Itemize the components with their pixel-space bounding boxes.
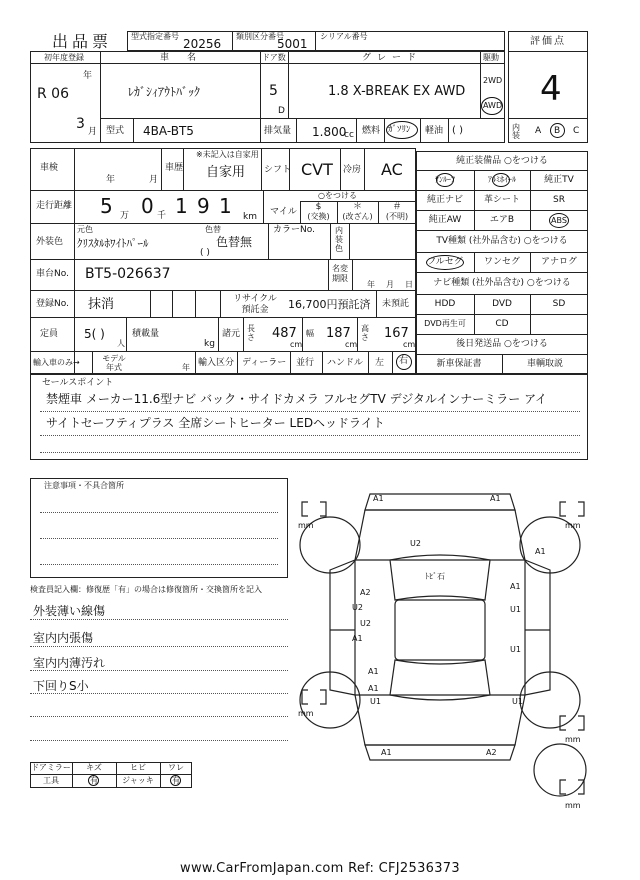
crack-header: ヒビ xyxy=(130,763,146,772)
mark-hood: U2 xyxy=(410,539,421,548)
orig-color-label: 元色 xyxy=(77,225,93,234)
grade-label: グレード xyxy=(362,53,423,63)
notes-box xyxy=(30,478,288,578)
mark-right-rear-u: U1 xyxy=(512,697,523,706)
car-name-label: 車名 xyxy=(160,53,215,63)
handle-label: ハンドル xyxy=(327,358,364,368)
load-label: 積載量 xyxy=(132,329,160,339)
navi-cd: CD xyxy=(495,319,509,329)
color-no-label: カラーNo. xyxy=(273,225,315,235)
inspector-item-1: 外装薄い線傷 xyxy=(33,604,106,618)
length-label: 長さ xyxy=(247,324,255,342)
score-label: 評価点 xyxy=(530,36,566,47)
tv-title: TV種類 (社外品含む) ○をつける xyxy=(436,236,568,246)
equip-tv: 純正TV xyxy=(544,175,574,185)
mileage-digit-5: 1 xyxy=(219,194,232,218)
drive-2wd: 2WD xyxy=(483,76,503,85)
fuel-label: 燃料 xyxy=(362,126,381,136)
later-title: 後日発送品 ○をつける xyxy=(456,339,548,349)
equip-leather: 革シート xyxy=(483,195,520,205)
recycle-label: リサイクル預託金 xyxy=(233,294,277,315)
usage-label: 車歴 xyxy=(165,163,184,173)
first-reg-era: R 06 xyxy=(37,86,69,102)
sales-line-1: 禁煙車 メーカー11.6型ナビ バック・サイドカメラ フルセグTV デジタルインナーミラー アイ xyxy=(46,392,548,406)
class-value: 5001 xyxy=(277,37,308,51)
mm-rear-left: mm xyxy=(298,709,314,718)
mark-front-right-fender: A1 xyxy=(535,547,546,556)
mileage-sen: 千 xyxy=(157,211,167,221)
interior-c: C xyxy=(573,126,580,136)
interior-color-label: 内装色 xyxy=(335,226,343,253)
equip-abs: ABS xyxy=(551,216,567,225)
mileage-digit-2: 0 xyxy=(141,194,154,218)
capacity-ppl: 人 xyxy=(117,339,125,348)
mark-rear-bumper-left: A1 xyxy=(381,748,392,757)
load-kg: kg xyxy=(204,339,215,349)
first-reg-year-kanji: 年 xyxy=(83,71,93,81)
tampered-label: (改ざん) xyxy=(342,212,373,221)
fuel-value: ｶﾞｿﾘﾝ xyxy=(388,125,411,135)
shift-label: シフト xyxy=(264,165,292,175)
mark-left-rear-u: U1 xyxy=(370,697,381,706)
serial-label: シリアル番号 xyxy=(320,32,368,41)
first-reg-label: 初年度登録 xyxy=(44,53,84,62)
mark-roof-stone-chip: ﾄﾋﾞ石 xyxy=(425,572,445,581)
car-name: ﾚｶﾞｼｨｱｳﾄﾊﾞｯｸ xyxy=(128,85,201,99)
mark-right-rear-door-u: U1 xyxy=(510,645,521,654)
first-reg-month: 3 xyxy=(76,116,85,132)
equip-alloy: ｱﾙﾐﾎｲｰﾙ xyxy=(488,175,516,184)
jack-value: 有 xyxy=(172,776,180,785)
mileage-digit-4: 9 xyxy=(197,194,210,218)
model-spec-value: 20256 xyxy=(183,37,222,51)
mark-front-bumper-left: A1 xyxy=(373,494,384,503)
import-label: 輸入車のみ→ xyxy=(33,358,80,367)
mark-left-rear-door-u: U2 xyxy=(360,619,371,628)
height-value: 167 xyxy=(384,326,409,341)
light-oil-label: 軽油 xyxy=(425,126,444,136)
inspection-month: 月 xyxy=(149,175,159,185)
asterisk-mark: ＊ xyxy=(352,202,362,212)
grade-value: 1.8 X-BREAK EX AWD xyxy=(328,84,466,99)
first-reg-month-kanji: 月 xyxy=(88,127,98,137)
door-d: D xyxy=(278,106,285,116)
cc-unit: cc xyxy=(344,130,354,140)
recycle-not: 未預託 xyxy=(382,299,410,309)
width-cm: cm xyxy=(345,340,358,349)
mark-right-front-door-a: A1 xyxy=(510,582,521,591)
equip-aw: 純正AW xyxy=(428,215,462,225)
tools-label: 工具 xyxy=(43,776,59,785)
jack-label: ジャッキ xyxy=(122,776,154,785)
width-label: 幅 xyxy=(306,329,314,338)
sales-label: セールスポイント xyxy=(42,378,114,388)
model-year-label: モデル年式 xyxy=(102,354,126,372)
color-label: 外装色 xyxy=(36,237,64,247)
mileage-km: km xyxy=(243,212,257,222)
mark-right-front-door-u: U1 xyxy=(510,605,521,614)
footer-watermark: www.CarFromJapan.com Ref: CFJ2536373 xyxy=(180,861,460,876)
dims-label: 諸元 xyxy=(222,329,241,339)
sales-line-2: サイトセーフティプラス 全席シートヒーター LEDヘッドライト xyxy=(46,416,385,430)
drive-label: 駆動 xyxy=(483,53,499,62)
aircon-label: 冷房 xyxy=(343,165,362,175)
model-label: 型式 xyxy=(106,126,125,136)
reg-label: 登録No. xyxy=(36,299,69,309)
handle-right: 右 xyxy=(399,356,409,366)
change-month: 月 xyxy=(386,280,394,289)
mileage-digit-3: 1 xyxy=(175,194,188,218)
inspection-label: 車検 xyxy=(40,163,59,173)
navi-title: ナビ種類 (社外品含む) ○をつける xyxy=(433,278,571,288)
chassis-label: 車台No. xyxy=(36,269,69,279)
drive-awd: AWD xyxy=(483,101,503,110)
import-parallel: 並行 xyxy=(296,358,315,368)
aircon-value: AC xyxy=(381,160,403,179)
mm-rear-right: mm xyxy=(565,735,581,744)
dollar-mark: $ xyxy=(315,202,322,212)
mm-front-right: mm xyxy=(565,521,581,530)
mark-left-rear-quarter-a: A1 xyxy=(368,667,379,676)
mirror-header: ドアミラー xyxy=(31,763,71,772)
roof-outline xyxy=(395,600,485,660)
model-value: 4BA-BT5 xyxy=(143,124,194,138)
interior-b: B xyxy=(554,126,561,136)
light-oil-paren: ( ) xyxy=(452,125,463,136)
capacity-label: 定員 xyxy=(40,329,59,339)
inspector-item-4: 下回りS小 xyxy=(33,679,89,693)
import-div-label: 輸入区分 xyxy=(198,358,235,368)
class-label: 類別区分番号 xyxy=(236,32,284,41)
form-title: 出品票 xyxy=(52,32,113,51)
rear-window-outline xyxy=(390,660,490,700)
mm-spare: mm xyxy=(565,801,581,810)
usage-value: 自家用 xyxy=(206,165,246,180)
model-spec-label: 型式指定番号 xyxy=(131,32,179,41)
mark-left-rear-a: A1 xyxy=(368,684,379,693)
mark-front-bumper-right: A1 xyxy=(490,494,501,503)
equip-navi: 純正ナビ xyxy=(426,195,463,205)
navi-dvd: DVD xyxy=(492,299,512,309)
equip-sr: SR xyxy=(553,195,565,205)
hood-outline xyxy=(355,510,525,560)
mark-left-front-door-u: U2 xyxy=(352,603,363,612)
mileage-man: 万 xyxy=(120,211,130,221)
tools-value: 有 xyxy=(90,776,98,785)
doors-label: ドア数 xyxy=(262,53,286,62)
shift-value: CVT xyxy=(301,160,333,179)
inspection-year: 年 xyxy=(106,175,116,185)
mark-rear-bumper-right: A2 xyxy=(486,748,497,757)
break-header: ワレ xyxy=(168,763,184,772)
repaint-value: 色替無 xyxy=(216,235,253,249)
mileage-digit-1: 5 xyxy=(100,194,113,218)
equip-sunroof: ｻﾝﾙｰﾌ xyxy=(435,175,455,184)
interior-label: 内装 xyxy=(512,123,520,140)
inspector-item-3: 室内内薄汚れ xyxy=(33,656,106,670)
circle-note: ○をつける xyxy=(318,191,357,200)
tv-fullseg: フルセグ xyxy=(427,257,463,267)
displacement-label: 排気量 xyxy=(264,126,292,136)
later-manual: 車輌取説 xyxy=(526,359,563,369)
notes-label: 注意事項・不具合箇所 xyxy=(44,481,124,490)
repaint-label: 色替 xyxy=(205,225,221,234)
displacement-value: 1.800 xyxy=(312,125,347,139)
equip-airbag: エアB xyxy=(489,215,515,225)
capacity-value: 5( ) xyxy=(84,327,105,341)
score-value: 4 xyxy=(540,69,562,109)
tv-oneseg: ワンセグ xyxy=(483,257,520,267)
interior-a: A xyxy=(535,126,542,136)
mm-front-left: mm xyxy=(298,521,314,530)
change-day: 日 xyxy=(405,280,413,289)
inspector-item-2: 室内内張傷 xyxy=(33,631,94,645)
mark-left-rear-door-a: A1 xyxy=(352,634,363,643)
navi-dvd-play: DVD再生可 xyxy=(424,319,466,328)
change-label: 名変期限 xyxy=(332,264,348,283)
usage-note: ※未記入は自家用 xyxy=(196,150,259,159)
change-year: 年 xyxy=(367,280,375,289)
tv-analog: アナログ xyxy=(540,257,577,267)
color-value: ｸﾘｽﾀﾙﾎﾜｲﾄﾊﾟｰﾙ xyxy=(77,237,149,250)
import-dealer: ディーラー xyxy=(242,358,287,368)
equip-title: 純正装備品 ○をつける xyxy=(456,156,548,166)
length-cm: cm xyxy=(290,340,303,349)
width-value: 187 xyxy=(326,326,351,341)
door-count: 5 xyxy=(269,83,278,99)
mile-label: マイル xyxy=(270,207,297,217)
mark-left-front-door-a: A2 xyxy=(360,588,371,597)
recycle-value: 16,700円預託済 xyxy=(288,298,371,311)
mileage-label: 走行距離 xyxy=(36,201,73,211)
inspector-label: 検査員記入欄：修復歴「有」の場合は修復箇所・交換箇所を記入 xyxy=(30,585,262,594)
height-label: 高さ xyxy=(361,324,369,342)
navi-hdd: HDD xyxy=(434,299,456,309)
later-warranty: 新車保証書 xyxy=(436,359,482,369)
length-value: 487 xyxy=(272,326,297,341)
chassis-value: BT5-026637 xyxy=(85,266,171,282)
navi-sd: SD xyxy=(552,299,566,309)
damage-diagram xyxy=(290,480,590,820)
scratch-header: キズ xyxy=(86,763,102,772)
exchange-label: (交換) xyxy=(307,212,330,221)
reg-value: 抹消 xyxy=(88,297,115,312)
handle-left: 左 xyxy=(375,358,385,368)
model-year-unit: 年 xyxy=(182,363,190,372)
height-cm: cm xyxy=(403,340,416,349)
repaint-paren: ( ) xyxy=(200,248,210,258)
hash-mark: ＃ xyxy=(392,202,402,212)
unknown-label: (不明) xyxy=(385,212,409,221)
